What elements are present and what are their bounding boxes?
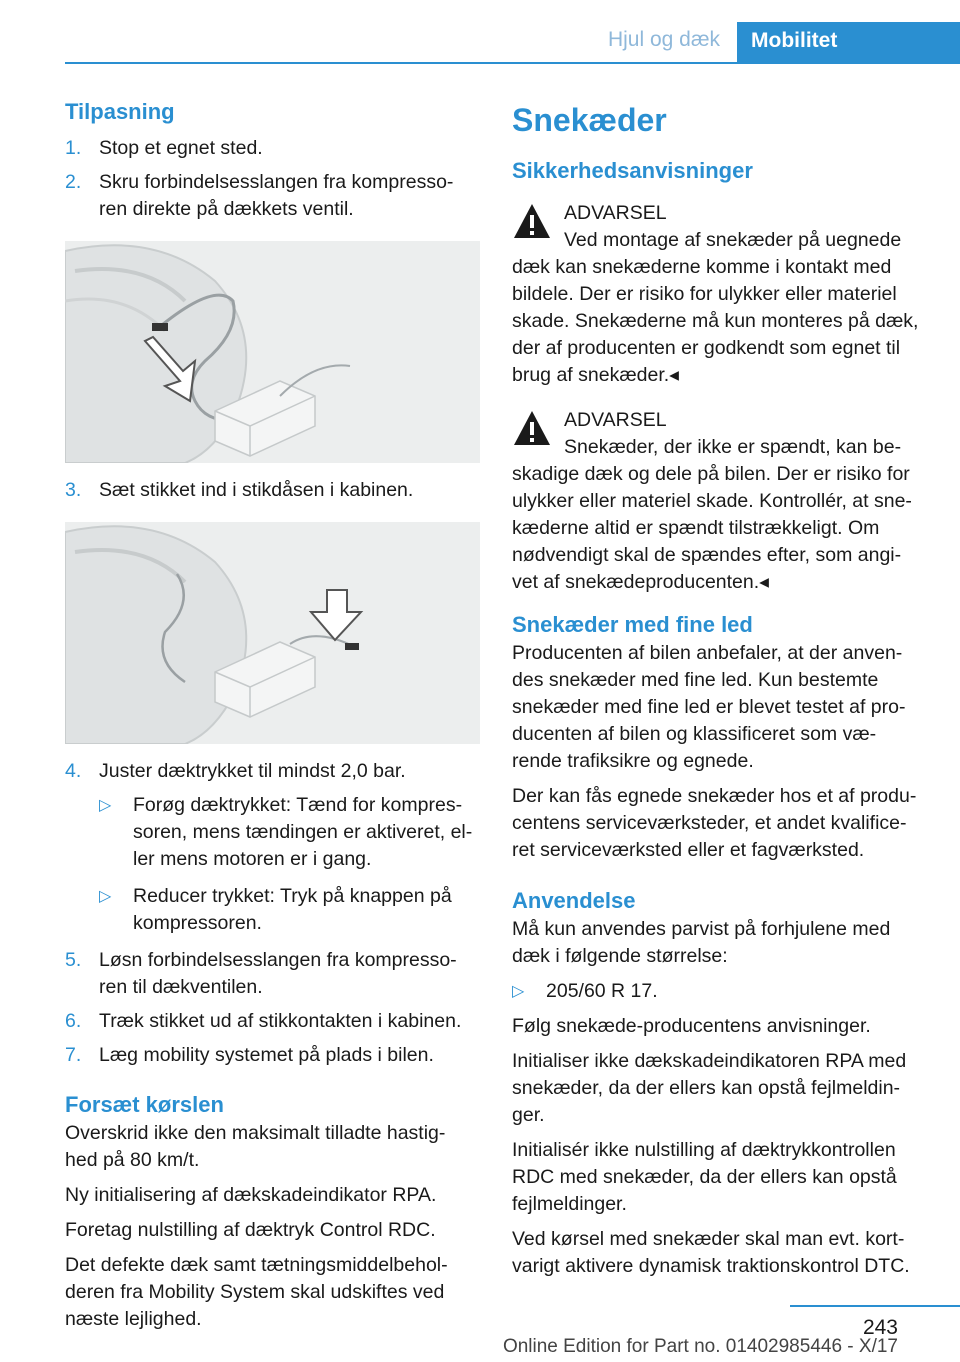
step-text: Løsn forbindelsesslangen fra kompresso- ren til dækventilen. (99, 949, 457, 998)
section-title-tilpasning: Tilpasning (65, 99, 175, 124)
step-item (65, 947, 480, 1001)
paragraph: Producenten af bilen anbefaler, at der anven- des snekæder med fine led. Kun bestemte snekæder med fine led er blevet testet af pro- ducenten af bilen og klassificeret som væ- rende trafiksikre og egnede. (512, 642, 906, 772)
paragraph: Initialisér ikke nulstilling af dæktrykkontrollen RDC med snekæder, da der ellers kan opstå fejlmeldinger. (512, 1139, 897, 1215)
bullet-text: 205/60 R 17. (546, 980, 658, 1002)
figure-plug-in-socket (65, 522, 480, 744)
paragraph: Følg snekæde-producentens anvisninger. (512, 1015, 871, 1037)
page-title-snekaeder: Snekæder (512, 102, 667, 138)
section-title-sikkerhed: Sikkerhedsanvisninger (512, 158, 753, 183)
step-number: 3. (65, 479, 82, 501)
warning-triangle-icon (512, 409, 552, 447)
bullet-item (512, 978, 930, 1005)
paragraph: Overskrid ikke den maksimalt tilladte hastig- hed på 80 km/t. (65, 1122, 446, 1171)
warning-text: skadige dæk og dele på bilen. Der er risiko for ulykker eller materiel skade. Kontrollér, at sne- kæderne altid er spændt tilstrækkeligt. Om nødvendigt skal de spændes efter, som angi- vet af snekædeproducenten.◂ (512, 463, 912, 593)
paragraph: Det defekte dæk samt tætningsmiddelbehol- deren fra Mobility System skal udskiftes ved næste lejlighed. (65, 1254, 448, 1330)
step-number: 4. (65, 760, 82, 782)
step-number: 5. (65, 949, 82, 971)
header-tab-mobilitet: Mobilitet (737, 22, 960, 64)
step-item (65, 758, 480, 785)
step-text: Stop et egnet sted. (99, 137, 263, 159)
warning-first-line: Ved montage af snekæder på uegnede (564, 229, 902, 251)
page-number: 243 (862, 1316, 898, 1339)
step-item (65, 1042, 480, 1069)
paragraph: Der kan fås egnede snekæder hos et af produ- centens serviceværksteder, et andet kvalifice- ret serviceværksted eller et fagværksted. (512, 785, 917, 861)
section-title-fine-led: Snekæder med fine led (512, 612, 753, 637)
figure-hose-to-valve (65, 241, 480, 463)
step-text: Sæt stikket ind i stikdåsen i kabinen. (99, 479, 414, 501)
step-text: Juster dæktrykket til mindst 2,0 bar. (99, 760, 406, 782)
wheel-compressor-illustration (65, 241, 480, 463)
step-item (65, 1008, 480, 1035)
paragraph: Ny initialisering af dækskadeindikator RPA. (65, 1184, 437, 1206)
warning-triangle-icon (512, 202, 552, 240)
sub-item (99, 792, 480, 873)
left-column (65, 98, 480, 1341)
warning-label: ADVARSEL (564, 202, 667, 224)
sub-item-text: Forøg dæktrykket: Tænd for kompres- soren, mens tændingen er aktiveret, el- ler mens motoren er i gang. (133, 794, 473, 870)
compressor-plug-illustration (65, 522, 480, 744)
step-item (65, 477, 480, 504)
paragraph: Initialiser ikke dækskadeindikatoren RPA med snekæder, da der ellers kan opstå fejlmeldin- ger. (512, 1050, 907, 1126)
sub-item (99, 883, 480, 937)
step-number: 1. (65, 137, 82, 159)
header-chapter: Hjul og dæk (607, 28, 720, 51)
paragraph: Foretag nulstilling af dæktryk Control RDC. (65, 1219, 436, 1241)
warning-block (512, 200, 930, 254)
step-text: Skru forbindelsesslangen fra kompresso- ren direkte på dækkets ventil. (99, 171, 454, 220)
triangle-bullet-icon: ▷ (99, 797, 112, 814)
paragraph: Ved kørsel med snekæder skal man evt. kort- varigt aktivere dynamisk traktionskontrol DTC. (512, 1228, 910, 1277)
section-title-anvendelse: Anvendelse (512, 888, 636, 913)
triangle-bullet-icon: ▷ (512, 983, 525, 1000)
step-item (65, 169, 480, 223)
step-text: Træk stikket ud af stikkontakten i kabinen. (99, 1010, 462, 1032)
warning-first-line: Snekæder, der ikke er spændt, kan be- (564, 436, 902, 458)
warning-label: ADVARSEL (564, 409, 667, 431)
section-title-forsaet-korslen: Forsæt kørslen (65, 1092, 224, 1117)
triangle-bullet-icon: ▷ (99, 888, 112, 905)
step-text: Læg mobility systemet på plads i bilen. (99, 1044, 434, 1066)
footer-rule (790, 1305, 960, 1307)
step-number: 2. (65, 171, 82, 193)
step-number: 7. (65, 1044, 82, 1066)
step-item (65, 135, 480, 162)
header-rule (65, 62, 960, 64)
step-number: 6. (65, 1010, 82, 1032)
paragraph: Må kun anvendes parvist på forhjulene med dæk i følgende størrelse: (512, 918, 891, 967)
edition-footer: Online Edition for Part no. 01402985446 - X/17 (502, 1336, 898, 1357)
warning-block (512, 407, 930, 461)
warning-text: dæk kan snekæderne komme i kontakt med bildele. Der er risiko for ulykker eller materiel skade. Snekæderne må kun monteres på dæk, der af producenten er godkendt som egnet til brug af snekæder.◂ (512, 256, 919, 386)
right-column (512, 98, 930, 1288)
sub-item-text: Reducer trykket: Tryk på knappen på kompressoren. (133, 885, 452, 934)
